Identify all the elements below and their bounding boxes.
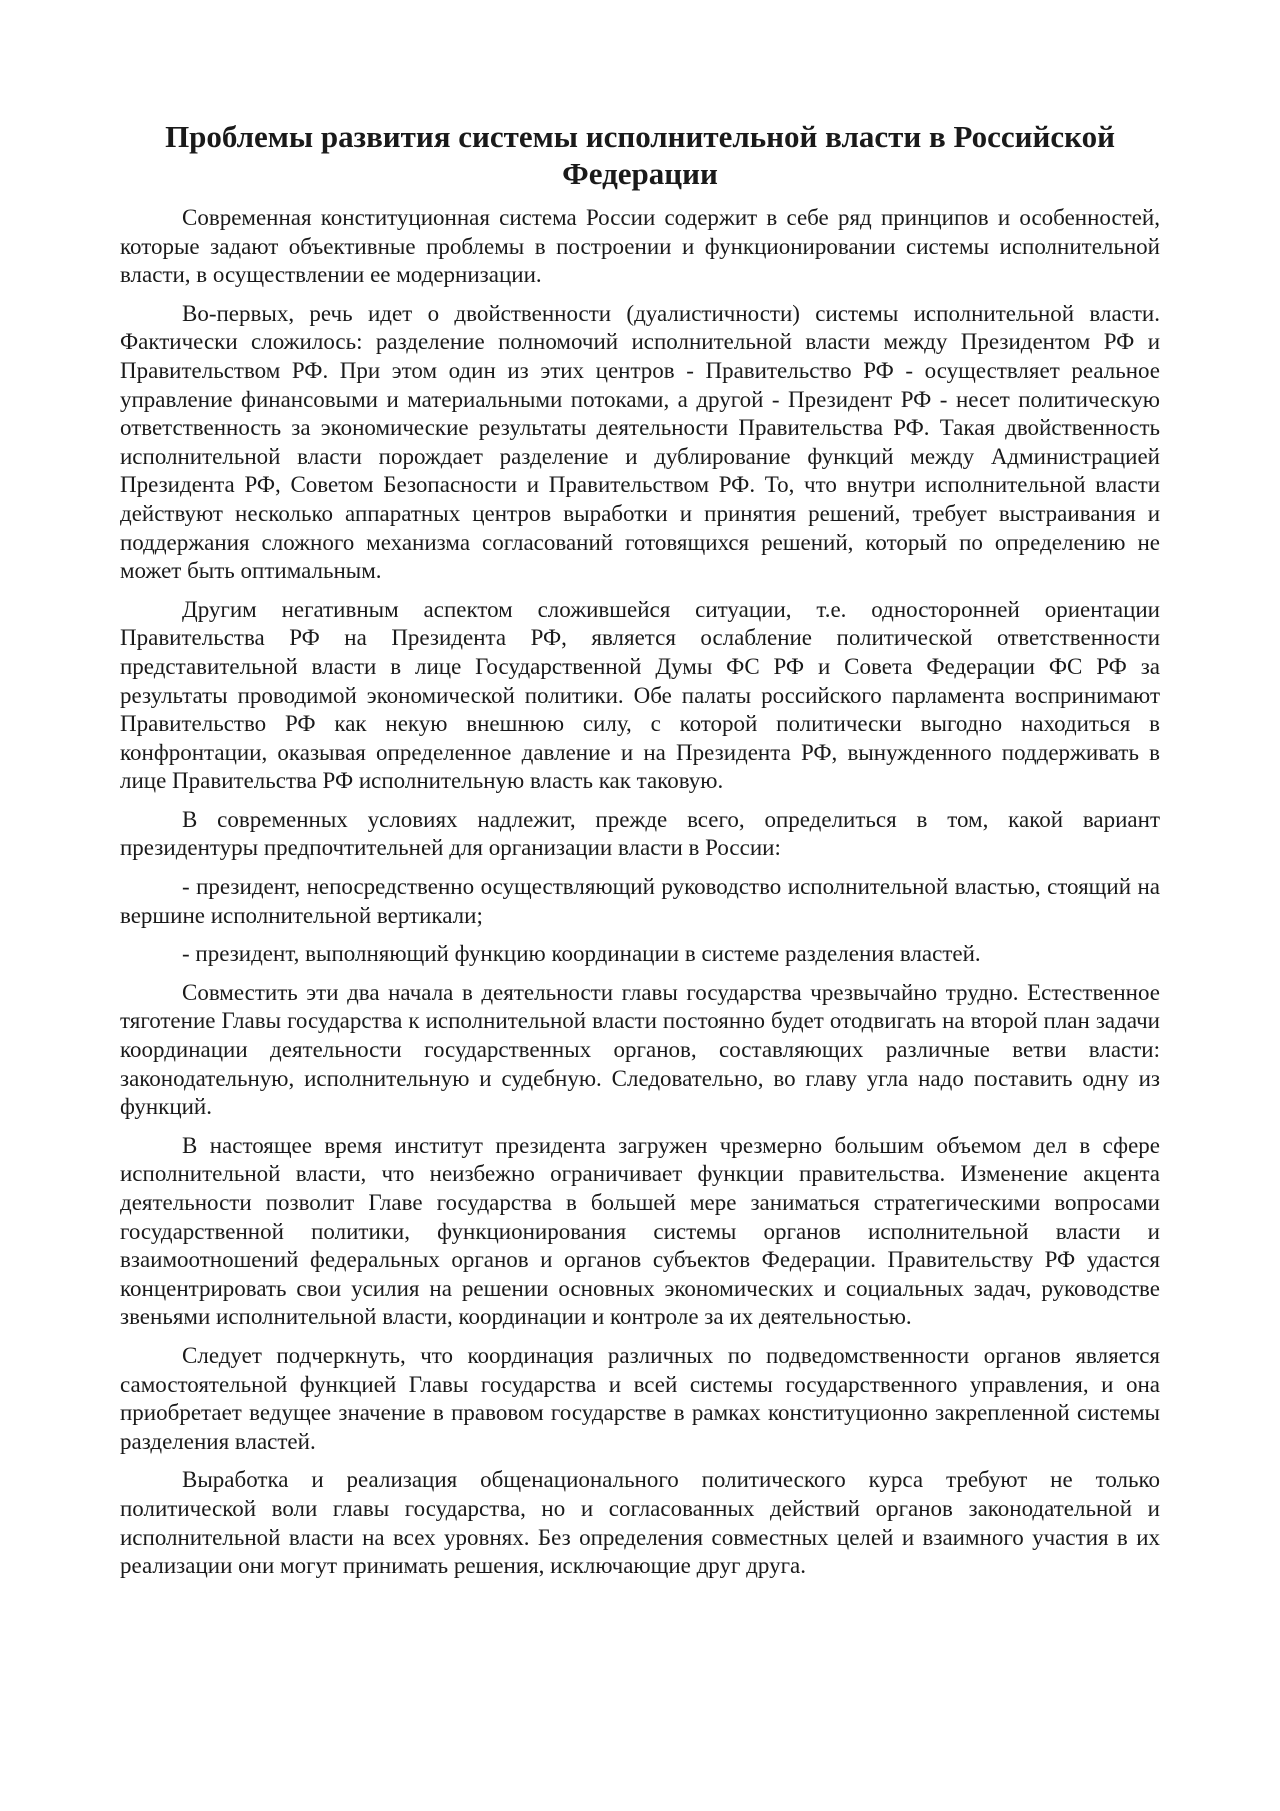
paragraph-national-course: Выработка и реализация общенационального политического курса требуют не только политической воли главы государства, но и согласованных действий органов законодательной и исполнительной власти на всех уровнях. Без определения совместных целей и взаимного участия в их реализации они могут принимать решения, исключающие друг друга. (120, 1467, 1160, 1579)
list-item-executive-president: - президент, непосредственно осуществляющий руководство исполнительной властью, стоящий на вершине исполнительной вертикали; (120, 874, 1160, 928)
paragraph-combining-roles: Совместить эти два начала в деятельности главы государства чрезвычайно трудно. Естественное тяготение Главы государства к исполнительной власти постоянно будет отодвигать на второй план задачи координации деятельности государственных органов, составляющих различные ветви власти: законодательную, исполнительную и судебную. Следовательно, во главу угла надо поставить одну из функций. (120, 979, 1160, 1120)
paragraph-coordination-function: Следует подчеркнуть, что координация различных по подведомственности органов является самостоятельной функцией Главы государства и всей системы государственного управления, и она приобретает ведущее значение в правовом государстве в рамках конституционно закрепленной системы разделения властей. (120, 1342, 1160, 1454)
paragraph-dualism: Во-первых, речь идет о двойственности (дуалистичности) системы исполнительной власти. Фактически сложилось: разделение полномочий исполнительной власти между Президентом РФ и Правительством РФ. При этом один из этих центров - Правительство РФ - осуществляет реальное управление финансовыми и материальными потоками, а другой - Президент РФ - несет политическую ответственность за экономические результаты деятельности Правительства РФ. Такая двойственность исполнительной власти порождает разделение и дублирование функций между Администрацией Президента РФ, Советом Безопасности и Правительством РФ. То, что внутри исполнительной власти действуют несколько аппаратных центров выработки и принятия решений, требует выстраивания и поддержания сложного механизма согласований готовящихся решений, который по определению не может быть оптимальным. (120, 300, 1160, 584)
paragraph-presidency-options: В современных условиях надлежит, прежде всего, определиться в том, какой вариант президентуры предпочтительней для организации власти в России: (120, 806, 1160, 861)
paragraph-intro: Современная конституционная система России содержит в себе ряд принципов и особенностей, которые задают объективные проблемы в построении и функционировании системы исполнительной власти, в осуществлении ее модернизации. (120, 205, 1160, 288)
paragraph-current-workload: В настоящее время институт президента загружен чрезмерно большим объемом дел в сфере исполнительной власти, что неизбежно ограничивает функции правительства. Изменение акцента деятельности позволит Главе государства в большей мере заниматься стратегическими вопросами государственной политики, функционирования системы органов исполнительной власти и взаимоотношений федеральных органов и органов субъектов Федерации. Правительству РФ удастся концентрировать свои усилия на решении основных экономических и социальных задач, руководстве звеньями исполнительной власти, координации и контроле за их деятельностью. (120, 1132, 1160, 1330)
document-title: Проблемы развития системы исполнительной власти в Российской Федерации (165, 119, 1115, 191)
paragraph-negative-aspect: Другим негативным аспектом сложившейся ситуации, т.е. односторонней ориентации Правительства РФ на Президента РФ, является ослабление политической ответственности представительной власти в лице Государственной Думы ФС РФ и Совета Федерации ФС РФ за результаты проводимой экономической политики. Обе палаты российского парламента воспринимают Правительство РФ как некую внешнюю силу, с которой политически выгодно находиться в конфронтации, оказывая определенное давление и на Президента РФ, вынужденного поддерживать в лице Правительства РФ исполнительную власть как таковую. (120, 596, 1160, 794)
document-page (120, 118, 1160, 1591)
list-item-coordinating-president: - президент, выполняющий функцию координации в системе разделения властей. (182, 941, 981, 967)
